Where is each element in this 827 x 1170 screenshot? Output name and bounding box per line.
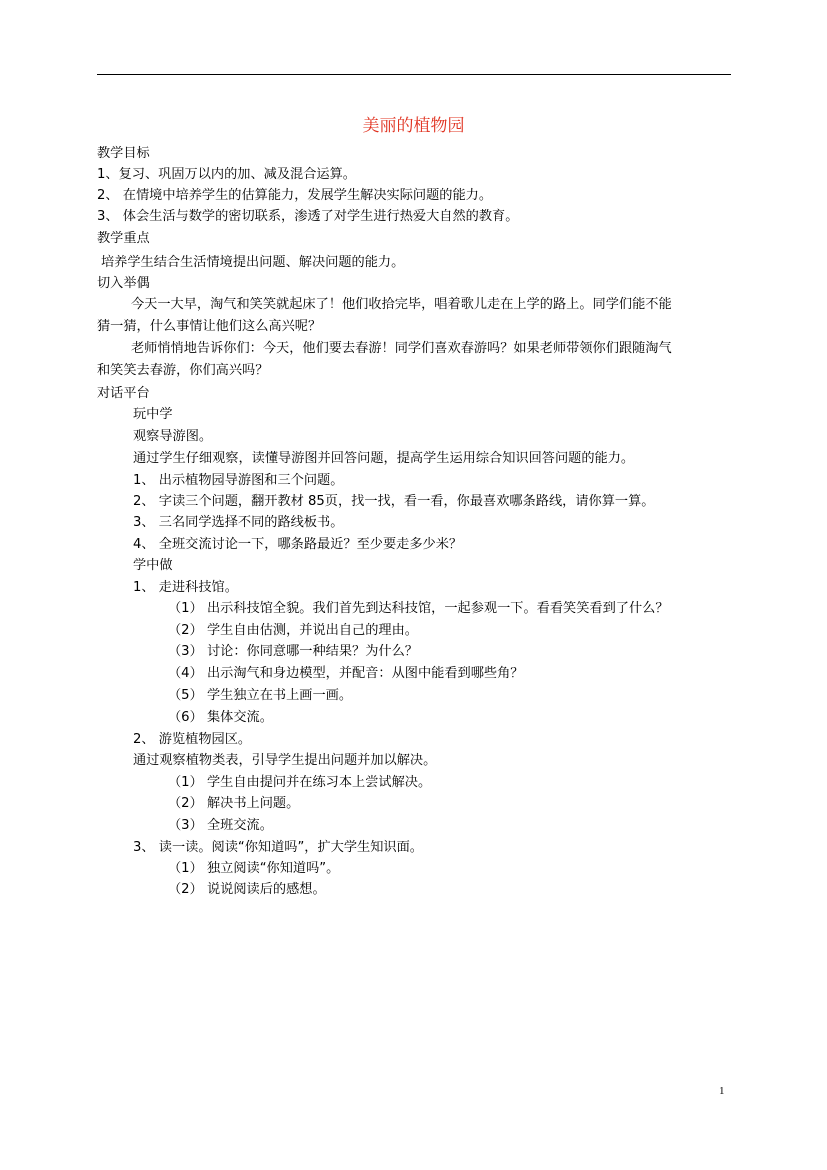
intro-paragraph-1-line-1: 今天一大早，淘气和笑笑就起床了！他们收拾完毕，唱着歌儿走在上学的路上。同学们能不能 — [131, 297, 672, 312]
goal-1: 1、复习、巩固万以内的加、减及混合运算。 — [97, 167, 356, 182]
section-1-item-2: （2） 学生自由估测，并说出自己的理由。 — [168, 623, 418, 638]
section-3-title: 3、 读一读。阅读“你知道吗”，扩大学生知识面。 — [133, 840, 423, 855]
step-1: 1、 出示植物园导游图和三个问题。 — [133, 473, 344, 488]
section-1-item-1: （1） 出示科技馆全貌。我们首先到达科技馆，一起参观一下。看看笑笑看到了什么？ — [168, 601, 669, 616]
section-2-item-3: （3） 全班交流。 — [168, 818, 273, 833]
section-3-item-2: （2） 说说阅读后的感想。 — [168, 882, 326, 897]
section-2-item-1: （1） 学生自由提问并在练习本上尝试解决。 — [168, 775, 432, 790]
observe-map-purpose: 通过学生仔细观察，读懂导游图并回答问题，提高学生运用综合知识回答问题的能力。 — [133, 451, 635, 466]
section-2-purpose: 通过观察植物类表，引导学生提出问题并加以解决。 — [133, 753, 437, 768]
key-point-text: 培养学生结合生活情境提出问题、解决问题的能力。 — [101, 255, 405, 270]
document-title: 美丽的植物园 — [362, 116, 465, 136]
section-3-item-1: （1） 独立阅读“你知道吗”。 — [168, 861, 340, 876]
page-number: 1 — [719, 1085, 725, 1097]
intro-paragraph-1-line-2: 猜一猜，什么事情让他们这么高兴呢？ — [97, 319, 322, 334]
section-1-item-4: （4） 出示淘气和身边模型，并配音：从图中能看到哪些角？ — [168, 666, 524, 681]
section-1-item-3: （3） 讨论：你同意哪一种结果？为什么？ — [168, 644, 418, 659]
section-1-title: 1、 走进科技馆。 — [133, 580, 238, 595]
intro-paragraph-2-line-2: 和笑笑去春游，你们高兴吗？ — [97, 363, 269, 378]
subheading-do-while-learning: 学中做 — [133, 558, 173, 573]
observe-map: 观察导游图。 — [133, 429, 213, 444]
goal-3: 3、 体会生活与数学的密切联系，渗透了对学生进行热爱大自然的教育。 — [97, 209, 519, 224]
subheading-learn-by-play: 玩中学 — [133, 407, 173, 422]
step-3: 3、 三名同学选择不同的路线板书。 — [133, 515, 344, 530]
section-2-item-2: （2） 解决书上问题。 — [168, 796, 300, 811]
header-rule — [97, 74, 731, 75]
section-1-item-5: （5） 学生独立在书上画一画。 — [168, 688, 353, 703]
intro-paragraph-2-line-1: 老师悄悄地告诉你们：今天，他们要去春游！同学们喜欢春游吗？如果老师带领你们跟随淘气 — [131, 341, 672, 356]
heading-key-points: 教学重点 — [97, 231, 150, 246]
section-1-item-6: （6） 集体交流。 — [168, 710, 273, 725]
step-2: 2、 字读三个问题，翻开教材 85页，找一找，看一看，你最喜欢哪条路线，请你算一算。 — [133, 494, 655, 509]
goal-2: 2、 在情境中培养学生的估算能力，发展学生解决实际问题的能力。 — [97, 188, 493, 203]
heading-intro: 切入举偶 — [97, 276, 150, 291]
heading-teaching-goals: 教学目标 — [97, 146, 150, 161]
step-4: 4、 全班交流讨论一下，哪条路最近？至少要走多少米？ — [133, 537, 463, 552]
section-2-title: 2、 游览植物园区。 — [133, 732, 252, 747]
heading-dialogue-platform: 对话平台 — [97, 386, 150, 401]
